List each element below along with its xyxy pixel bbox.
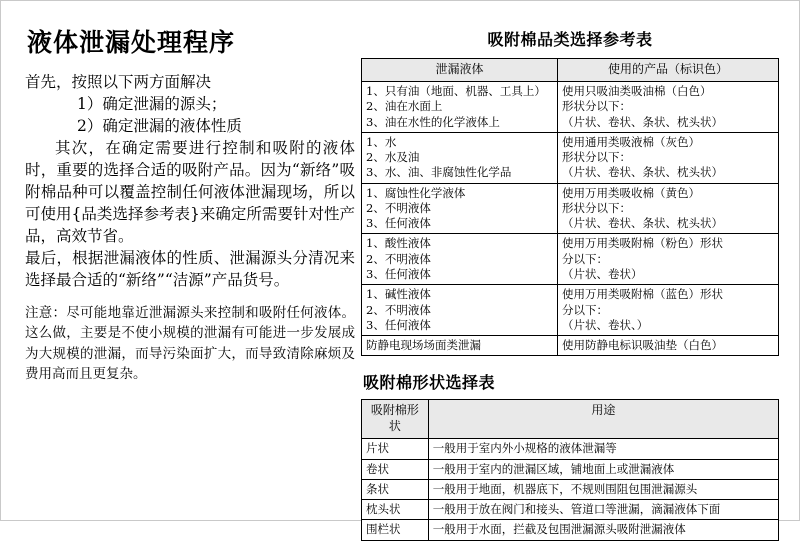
table-row	[362, 234, 779, 285]
paragraph-line: 首先，按照以下两方面解决	[25, 73, 212, 91]
table-row	[362, 439, 779, 459]
cell-line: （片状、卷状）	[561, 267, 643, 282]
body-paragraph	[25, 71, 355, 291]
cell-line: 防静电现场场面类泄漏	[366, 338, 481, 353]
table2-cell-use: 一般用于室内的泄漏区域，铺地面上或泄漏液体	[428, 459, 778, 479]
table-row	[362, 81, 779, 132]
cell-line: 使用只吸油类吸油棉（白色）	[561, 83, 712, 98]
table1-cell-product	[557, 234, 778, 285]
table-row	[362, 132, 779, 183]
table1-header-liquid: 泄漏液体	[362, 59, 558, 82]
table-row	[362, 479, 779, 499]
table2-cell-shape: 卷状	[362, 459, 429, 479]
cell-line: 2、不明液体	[366, 302, 431, 317]
cell-line: 使用通用类吸液棉（灰色）	[561, 134, 700, 149]
cell-line: 使用万用类吸附棉（粉色）形状	[561, 236, 723, 251]
page-title: 液体泄漏处理程序	[27, 28, 236, 57]
table1-caption: 吸附棉品类选择参考表	[487, 30, 653, 49]
table-row	[362, 520, 779, 540]
table-row	[362, 336, 779, 356]
cell-line: 3、水、油、非腐蚀性化学品	[366, 165, 512, 180]
table2-cell-shape: 围栏状	[362, 520, 429, 540]
table2-cell-use: 一般用于放在阀门和接头、管道口等泄漏，滴漏液体下面	[428, 500, 778, 520]
cell-line: 形状分以下：	[561, 200, 631, 215]
cell-line: 3、任何液体	[366, 317, 431, 332]
paragraph-line: 2）确定泄漏的液体性质	[77, 117, 242, 135]
paragraph-line: 其次，在确定需要进行控制和吸附的液体时，重要的选择合适的吸附产品。因为“新络”吸附棉品种可以覆盖控制任何液体泄漏现场，所以可使用{品类选择参考表}来确定所需要针对性产品，高效节省。	[25, 139, 355, 245]
table1-cell-product	[557, 285, 778, 336]
cell-line: 分以下：	[561, 302, 608, 317]
table-row	[362, 183, 779, 234]
cell-line: 3、任何液体	[366, 216, 431, 231]
table1-cell-product	[557, 183, 778, 234]
paragraph-line: 1）确定泄漏的源头；	[77, 95, 227, 113]
table-row	[362, 500, 779, 520]
cell-line: 2、水及油	[366, 150, 420, 165]
table-row	[362, 459, 779, 479]
cell-line: （片状、卷状、条状、枕头状）	[561, 114, 723, 129]
cell-line: 1、碱性液体	[366, 287, 431, 302]
cell-line: 3、油在水性的化学液体上	[366, 114, 500, 129]
table1-cell-liquid	[362, 336, 558, 356]
cell-line: 形状分以下：	[561, 99, 631, 114]
table2-cell-shape: 片状	[362, 439, 429, 459]
cell-line: 2、不明液体	[366, 251, 431, 266]
table1-cell-liquid	[362, 132, 558, 183]
table1-cell-product	[557, 132, 778, 183]
cell-line: 1、水	[366, 134, 397, 149]
table1-cell-product	[557, 336, 778, 356]
table-header-row	[362, 400, 779, 439]
cell-line: （片状、卷状、条状、枕头状）	[561, 165, 723, 180]
table2-cell-use: 一般用于地面，机器底下，不规则围阻包围泄漏源头	[428, 479, 778, 499]
table-header-row	[362, 59, 779, 82]
note-text: 注意：尽可能地靠近泄漏源头来控制和吸附任何液体。这么做，主要是不使小规模的泄漏有可能进一步发展成为大规模的泄漏，而导污染面扩大，而导致清除麻烦及费用高而且更复杂。	[25, 305, 355, 382]
table1-header-product: 使用的产品（标识色）	[557, 59, 778, 82]
paragraph-line: 最后，根据泄漏液体的性质、泄漏源头分清况来选择最合适的“新络”“洁源”产品货号。	[25, 249, 355, 289]
cell-line: （片状、卷状、条状、枕头状）	[561, 216, 723, 231]
table2-cell-shape: 枕头状	[362, 500, 429, 520]
table1-cell-liquid	[362, 285, 558, 336]
table1-cell-liquid	[362, 183, 558, 234]
table1-cell-liquid	[362, 81, 558, 132]
cell-line: 2、油在水面上	[366, 99, 443, 114]
cell-line: 形状分以下：	[561, 150, 631, 165]
absorbent-type-table	[361, 58, 779, 356]
table2-header-use: 用途	[428, 400, 778, 439]
cell-line: 2、不明液体	[366, 200, 431, 215]
right-table-column	[361, 27, 779, 541]
cell-line: 1、腐蚀性化学液体	[366, 185, 466, 200]
table2-header-shape: 吸附棉形状	[362, 400, 429, 439]
left-text-column	[25, 23, 355, 398]
cell-line: （片状、卷状、）	[561, 317, 649, 332]
cell-line: 使用万用类吸收棉（黄色）	[561, 185, 700, 200]
cell-line: 分以下：	[561, 251, 608, 266]
table2-cell-use: 一般用于室内外小规格的液体泄漏等	[428, 439, 778, 459]
table1-cell-liquid	[362, 234, 558, 285]
cell-line: 3、任何液体	[366, 267, 431, 282]
table2-cell-use: 一般用于水面，拦截及包围泄漏源头吸附泄漏液体	[428, 520, 778, 540]
cell-line: 使用防静电标识吸油垫（白色）	[561, 338, 723, 353]
table1-cell-product	[557, 81, 778, 132]
cell-line: 1、只有油（地面、机器、工具上）	[366, 83, 546, 98]
absorbent-shape-table	[361, 399, 779, 540]
table2-caption: 吸附棉形状选择表	[363, 373, 496, 393]
table2-cell-shape: 条状	[362, 479, 429, 499]
table-row	[362, 285, 779, 336]
cell-line: 使用万用类吸附棉（蓝色）形状	[561, 287, 723, 302]
cell-line: 1、酸性液体	[366, 236, 431, 251]
